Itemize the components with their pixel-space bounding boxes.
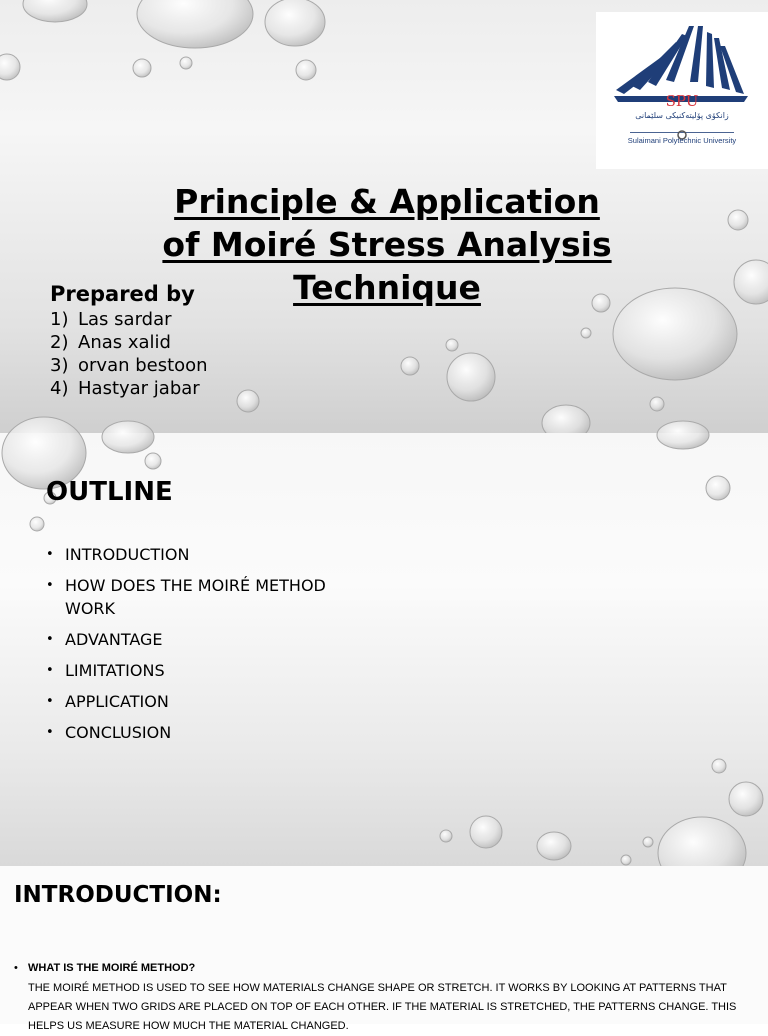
title-line: Principle & Application <box>174 182 600 221</box>
introduction-title: INTRODUCTION: <box>14 882 222 908</box>
bullet-icon: • <box>14 962 18 974</box>
outline-item <box>46 721 346 744</box>
bullet-icon: • <box>46 578 54 593</box>
author-item <box>50 354 208 377</box>
spu-logo <box>596 12 768 169</box>
author-list <box>50 308 208 400</box>
intro-body-text: THE MOIRÉ METHOD IS USED TO SEE HOW MATERIALS CHANGE SHAPE OR STRETCH. IT WORKS BY LOOKING AT PATTERNS THAT APPEAR WHEN TWO GRIDS ARE PLACED ON TOP OF EACH OTHER. IF THE MATERIAL IS STRETCHED, THE PATTERNS CHANGE. THIS HELPS US MEASURE HOW MUCH THE MATERIAL CHANGED. <box>28 982 737 1032</box>
bullet-icon: • <box>46 725 54 740</box>
logo-english-name: Sulaimani Polytechnic University <box>627 136 737 145</box>
outline-slide <box>0 433 768 866</box>
author-name: Hastyar jabar <box>78 378 200 399</box>
introduction-slide <box>0 866 768 1032</box>
outline-item <box>46 574 346 620</box>
author-number: 2) <box>50 332 69 353</box>
outline-list <box>46 543 346 752</box>
prepared-by-heading: Prepared by <box>50 282 195 306</box>
outline-item-label: CONCLUSION <box>65 723 172 742</box>
outline-item <box>46 628 346 651</box>
bullet-icon: • <box>46 547 54 562</box>
intro-question-text: WHAT IS THE MOIRÉ METHOD? <box>28 962 196 974</box>
author-name: Las sardar <box>78 309 172 330</box>
outline-item <box>46 543 346 566</box>
author-number: 1) <box>50 309 69 330</box>
title-line: Technique <box>293 268 481 307</box>
author-item <box>50 377 208 400</box>
logo-kurdish-name: زانكۆی پۆلیتەكنیكی سلێمانی <box>635 111 729 120</box>
outline-item <box>46 659 346 682</box>
outline-title: OUTLINE <box>46 477 173 507</box>
intro-question <box>14 962 195 974</box>
author-name: orvan bestoon <box>78 355 208 376</box>
presentation-title <box>118 180 656 309</box>
title-slide <box>0 0 768 433</box>
title-line: of Moiré Stress Analysis <box>162 225 612 264</box>
university-emblem-icon <box>596 12 768 169</box>
outline-item-label: APPLICATION <box>65 692 169 711</box>
bullet-icon: • <box>46 663 54 678</box>
author-name: Anas xalid <box>78 332 171 353</box>
outline-item-label: INTRODUCTION <box>65 545 190 564</box>
bullet-icon: • <box>46 632 54 647</box>
author-item <box>50 308 208 331</box>
outline-item-label: ADVANTAGE <box>65 630 163 649</box>
outline-item <box>46 690 346 713</box>
outline-item-label: LIMITATIONS <box>65 661 165 680</box>
logo-abbr: SPU <box>665 92 699 110</box>
author-item <box>50 331 208 354</box>
outline-item-label: HOW DOES THE MOIRÉ METHOD WORK <box>65 576 326 618</box>
author-number: 3) <box>50 355 69 376</box>
author-number: 4) <box>50 378 69 399</box>
bullet-icon: • <box>46 694 54 709</box>
